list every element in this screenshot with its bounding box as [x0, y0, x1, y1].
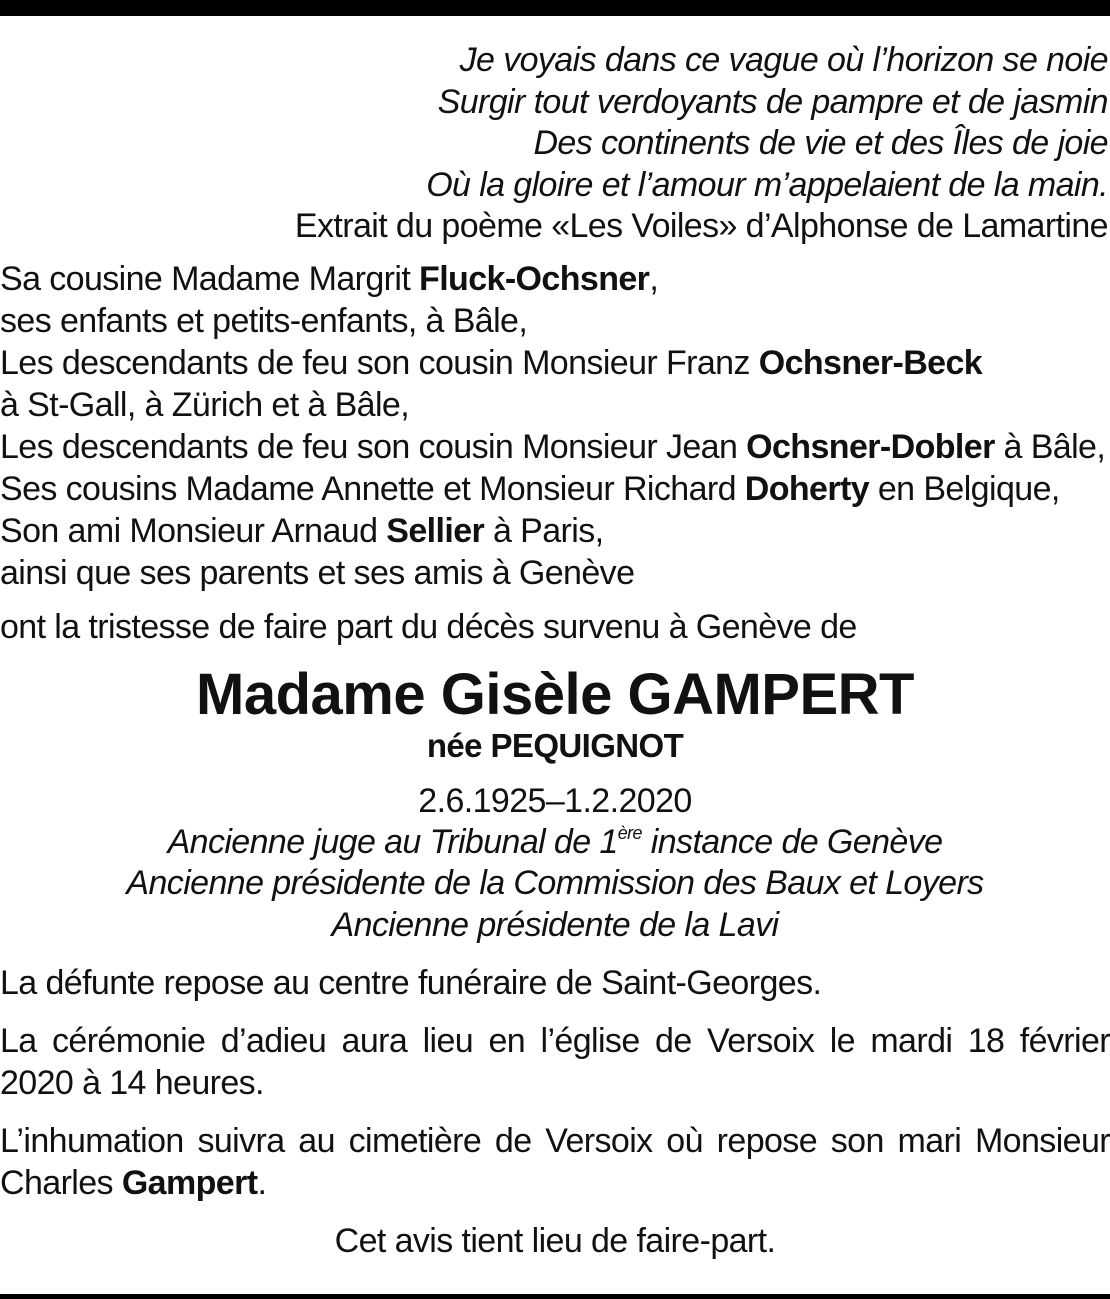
- family-list: [0, 258, 1110, 594]
- family-line: [0, 258, 1110, 300]
- family-text: Son ami Monsieur Arnaud: [0, 511, 387, 550]
- poem-line: Où la gloire et l’amour m’appelaient de la main.: [426, 165, 1108, 204]
- ceremony-line: La cérémonie d’adieu aura lieu en l’église de Versoix le mardi 18 février: [0, 1022, 1110, 1060]
- family-surname: Sellier: [386, 511, 485, 550]
- family-surname: Doherty: [744, 469, 870, 508]
- burial-text: Charles: [0, 1164, 122, 1202]
- repose-paragraph: La défunte repose au centre funéraire de Saint-Georges.: [0, 964, 822, 1002]
- ordinal-superscript: ère: [617, 822, 642, 843]
- ceremony-paragraph: [0, 1020, 1110, 1104]
- husband-surname: Gampert: [121, 1164, 258, 1202]
- role-line: [0, 822, 1110, 864]
- family-text: Ses cousins Madame Annette et Monsieur Richard: [0, 469, 745, 508]
- top-border-rule: [0, 0, 1110, 16]
- family-line: ses enfants et petits-enfants, à Bâle,: [0, 301, 528, 340]
- closing-line: Cet avis tient lieu de faire-part.: [334, 1222, 776, 1260]
- ceremony-line: 2020 à 14 heures.: [0, 1064, 264, 1102]
- family-line: à St-Gall, à Zürich et à Bâle,: [0, 385, 410, 424]
- role-line: Ancienne présidente de la Commission des Baux et Loyers: [126, 864, 984, 902]
- family-text: ,: [649, 259, 659, 298]
- family-line: [0, 510, 1110, 552]
- family-text: à Bâle,: [994, 427, 1106, 466]
- family-text: Les descendants de feu son cousin Monsieur Jean: [0, 427, 747, 466]
- family-line: [0, 468, 1110, 510]
- family-surname: Ochsner-Beck: [758, 343, 983, 382]
- family-text: en Belgique,: [869, 469, 1060, 508]
- obituary-notice: [0, 40, 1110, 1262]
- family-surname: Ochsner-Dobler: [746, 427, 995, 466]
- poem-line: Des continents de vie et des Îles de joie: [533, 124, 1108, 162]
- burial-text: .: [257, 1164, 267, 1202]
- family-line: [0, 342, 1110, 384]
- role-text: Ancienne juge au Tribunal de 1: [167, 822, 618, 861]
- announcement-text: ont la tristesse de faire part du décès survenu à Genève de: [0, 607, 857, 646]
- maiden-name: née PEQUIGNOT: [426, 726, 684, 764]
- family-text: à Paris,: [484, 511, 604, 550]
- family-line: ainsi que ses parents et ses amis à Genève: [0, 553, 635, 592]
- role-line: Ancienne présidente de la Lavi: [331, 905, 779, 944]
- deceased-name: Madame Gisèle GAMPERT: [196, 661, 914, 727]
- family-surname: Fluck-Ochsner: [419, 259, 650, 298]
- bottom-border-rule: [0, 1294, 1110, 1299]
- burial-paragraph: [0, 1120, 1110, 1204]
- poem-credit: Extrait du poème «Les Voiles» d’Alphonse de Lamartine: [294, 207, 1108, 245]
- poem-epigraph: [0, 40, 1110, 248]
- poem-line: Je voyais dans ce vague où l’horizon se noie: [459, 41, 1108, 79]
- poem-line: Surgir tout verdoyants de pampre et de jasmin: [437, 82, 1108, 121]
- roles-block: [0, 822, 1110, 947]
- family-text: Les descendants de feu son cousin Monsieur Franz: [0, 343, 759, 382]
- family-line: [0, 426, 1110, 468]
- life-dates: 2.6.1925–1.2.2020: [418, 781, 692, 820]
- family-text: Sa cousine Madame Margrit: [0, 259, 420, 298]
- burial-line: [0, 1162, 1110, 1204]
- burial-line: L’inhumation suivra au cimetière de Versoix où repose son mari Monsieur: [0, 1122, 1110, 1160]
- role-text: instance de Genève: [641, 822, 943, 861]
